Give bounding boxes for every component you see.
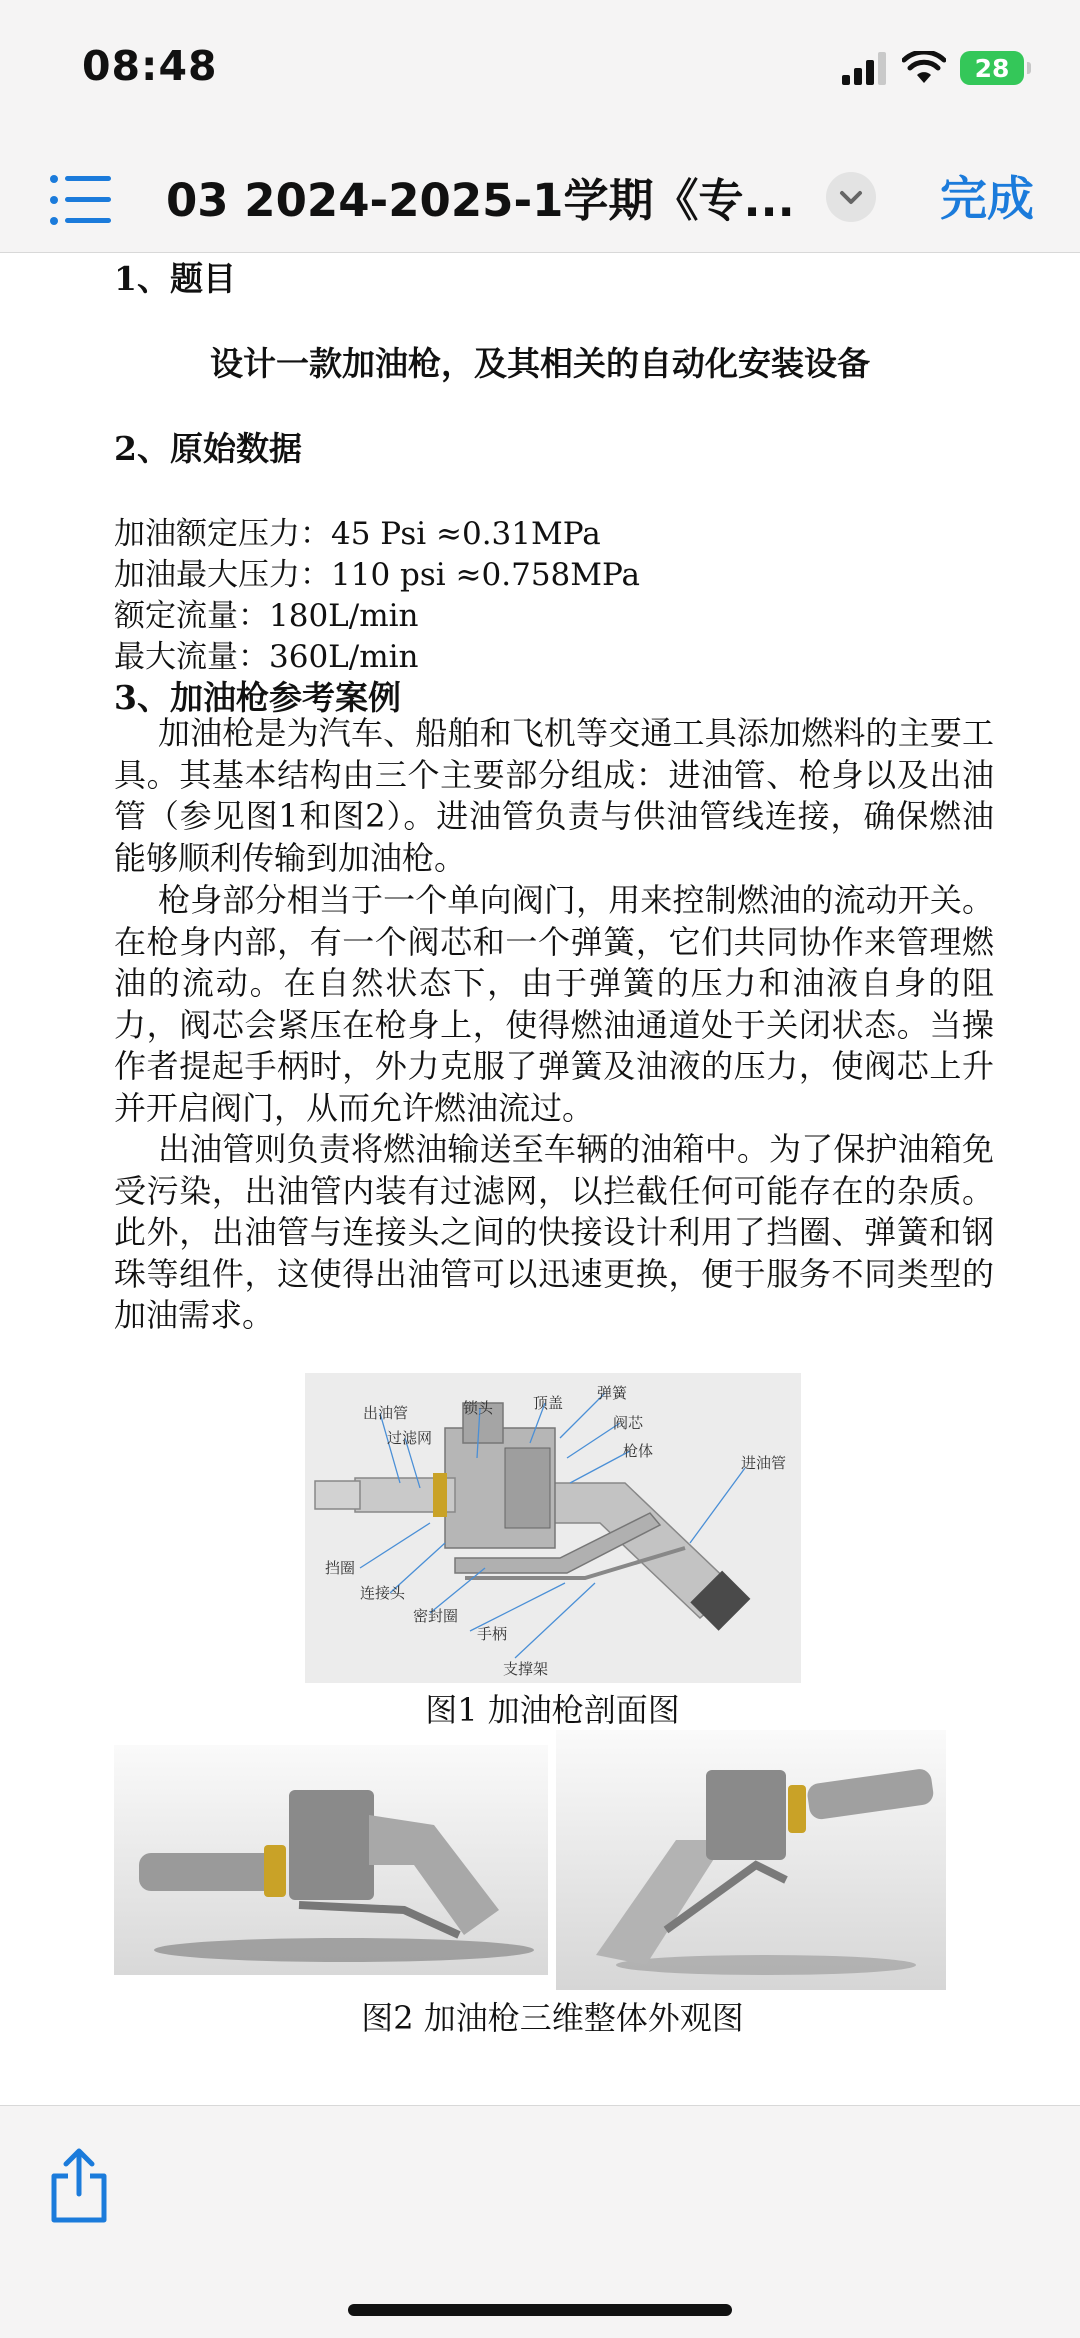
label-lock-head: 锁头 <box>463 1399 494 1417</box>
figure2-render-left-image <box>114 1745 548 1975</box>
paragraph-3: 出油管则负责将燃油输送至车辆的油箱中。为了保护油箱免受污染，出油管内装有过滤网，以拦截任何可能存在的杂质。此外，出油管与连接头之间的快接设计利用了挡圈、弹簧和钢珠等组件，这使得出油管可以迅速更换，便于服务不同类型的加油需求。 <box>114 1130 994 1334</box>
status-time: 08:48 <box>82 42 218 90</box>
label-spring: 弹簧 <box>597 1384 628 1402</box>
label-gun-body: 枪体 <box>623 1442 654 1460</box>
label-inlet-pipe: 进油管 <box>741 1454 787 1472</box>
figure1-caption: 图1 加油枪剖面图 <box>425 1691 680 1729</box>
list-icon[interactable] <box>46 170 116 230</box>
home-indicator[interactable] <box>348 2304 732 2316</box>
max-pressure: 加油最大压力：110 psi ≈0.758MPa <box>114 557 640 593</box>
done-button[interactable]: 完成 <box>940 172 1034 227</box>
label-valve-core: 阀芯 <box>613 1414 644 1432</box>
document-view[interactable] <box>0 253 1080 2105</box>
title-menu-button[interactable] <box>826 172 876 222</box>
rated-pressure: 加油额定压力：45 Psi ≈0.31MPa <box>114 516 601 552</box>
label-connector: 连接头 <box>360 1584 406 1602</box>
label-bracket: 支撑架 <box>503 1660 549 1678</box>
document-title[interactable]: 03 2024-2025-1学期《专... <box>166 174 795 227</box>
label-handle: 手柄 <box>477 1625 508 1643</box>
project-title: 设计一款加油枪，及其相关的自动化安装设备 <box>210 344 870 383</box>
bottom-toolbar <box>0 2105 1080 2338</box>
figure2-render-right-image <box>556 1730 946 1990</box>
label-seal-ring: 密封圈 <box>413 1607 459 1625</box>
share-icon[interactable] <box>46 2146 112 2226</box>
wifi-icon <box>902 51 946 85</box>
status-icons <box>842 48 1024 88</box>
cellular-signal-icon <box>842 51 888 85</box>
label-filter: 过滤网 <box>387 1429 433 1447</box>
rated-flow: 额定流量：180L/min <box>114 598 419 634</box>
label-top-cover: 顶盖 <box>533 1394 564 1412</box>
figure2-caption: 图2 加油枪三维整体外观图 <box>361 1999 744 2037</box>
max-flow: 最大流量：360L/min <box>114 639 419 675</box>
figure1-cross-section-image <box>305 1373 801 1683</box>
section2-heading: 2、原始数据 <box>114 429 302 468</box>
battery-icon <box>960 51 1024 85</box>
section3-heading: 3、加油枪参考案例 <box>114 678 401 717</box>
label-retaining-ring: 挡圈 <box>325 1559 356 1577</box>
paragraph-1: 加油枪是为汽车、船舶和飞机等交通工具添加燃料的主要工具。其基本结构由三个主要部分组成：进油管、枪身以及出油管（参见图1和图2）。进油管负责与供油管线连接，确保燃油能够顺利传输到加油枪。 <box>114 714 994 877</box>
battery-level: 28 <box>974 53 1010 83</box>
status-bar <box>0 0 1080 150</box>
chevron-down-icon <box>826 172 876 222</box>
nav-bar <box>0 150 1080 253</box>
label-outlet-pipe: 出油管 <box>363 1404 409 1422</box>
section1-heading: 1、题目 <box>114 259 236 298</box>
paragraph-2: 枪身部分相当于一个单向阀门，用来控制燃油的流动开关。在枪身内部，有一个阀芯和一个弹簧，它们共同协作来管理燃油的流动。在自然状态下，由于弹簧的压力和油液自身的阻力，阀芯会紧压在枪身上，使得燃油通道处于关闭状态。当操作者提起手柄时，外力克服了弹簧及油液的压力，使阀芯上升并开启阀门，从而允许燃油流过。 <box>114 881 994 1127</box>
